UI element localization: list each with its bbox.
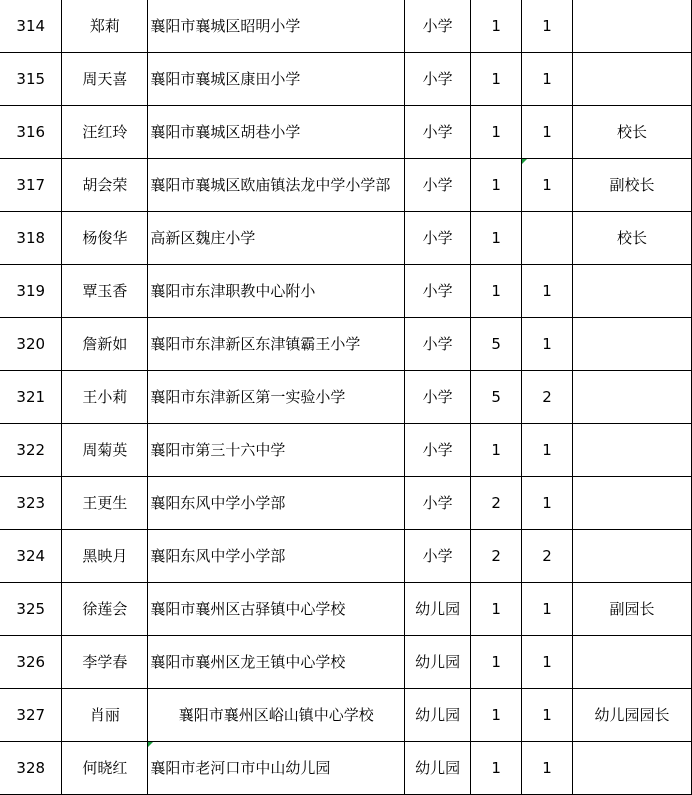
count-a: 1: [471, 159, 522, 212]
position-title: 校长: [573, 106, 692, 159]
table-row: [0, 53, 692, 106]
school-name: 襄阳市襄城区昭明小学: [148, 0, 405, 53]
table-row: [0, 371, 692, 424]
count-a: 5: [471, 371, 522, 424]
school-name: 襄阳市老河口市中山幼儿园: [148, 742, 405, 795]
teacher-name: 胡会荣: [62, 159, 148, 212]
position-title: 幼儿园园长: [573, 689, 692, 742]
position-title: [573, 636, 692, 689]
row-number: 320: [0, 318, 62, 371]
teacher-name: 黑映月: [62, 530, 148, 583]
position-title: [573, 53, 692, 106]
count-a: 1: [471, 583, 522, 636]
school-level: 小学: [405, 477, 471, 530]
school-level: 小学: [405, 212, 471, 265]
school-name: 高新区魏庄小学: [148, 212, 405, 265]
teacher-name: 詹新如: [62, 318, 148, 371]
school-level: 小学: [405, 159, 471, 212]
row-number: 321: [0, 371, 62, 424]
teacher-name: 郑莉: [62, 0, 148, 53]
cell-comment-marker: [148, 742, 153, 747]
count-b: 1: [522, 742, 573, 795]
teacher-name: 何晓红: [62, 742, 148, 795]
teacher-name: 杨俊华: [62, 212, 148, 265]
table-row: [0, 583, 692, 636]
row-number: 322: [0, 424, 62, 477]
count-b: 1: [522, 583, 573, 636]
count-a: 1: [471, 689, 522, 742]
count-a: 1: [471, 212, 522, 265]
school-level: 小学: [405, 53, 471, 106]
row-number: 315: [0, 53, 62, 106]
position-title: [573, 371, 692, 424]
count-b: 1: [522, 0, 573, 53]
teacher-name: 李学春: [62, 636, 148, 689]
count-a: 1: [471, 0, 522, 53]
count-a: 2: [471, 477, 522, 530]
school-name: 襄阳市襄州区龙王镇中心学校: [148, 636, 405, 689]
school-name: 襄阳市襄城区胡巷小学: [148, 106, 405, 159]
position-title: 副园长: [573, 583, 692, 636]
count-b: 1: [522, 53, 573, 106]
row-number: 317: [0, 159, 62, 212]
position-title: [573, 742, 692, 795]
count-a: 1: [471, 636, 522, 689]
count-a: 1: [471, 53, 522, 106]
school-level: 幼儿园: [405, 583, 471, 636]
count-a: 5: [471, 318, 522, 371]
row-number: 314: [0, 0, 62, 53]
count-b: 1: [522, 159, 573, 212]
school-level: 小学: [405, 371, 471, 424]
count-b: 1: [522, 106, 573, 159]
teacher-name: 王小莉: [62, 371, 148, 424]
position-title: [573, 477, 692, 530]
count-b: 1: [522, 689, 573, 742]
position-title: [573, 318, 692, 371]
count-b: 1: [522, 265, 573, 318]
position-title: 副校长: [573, 159, 692, 212]
teacher-name: 周菊英: [62, 424, 148, 477]
school-name: 襄阳市东津职教中心附小: [148, 265, 405, 318]
table-row: [0, 212, 692, 265]
table-row: [0, 636, 692, 689]
row-number: 319: [0, 265, 62, 318]
school-name: 襄阳市襄州区峪山镇中心学校: [148, 689, 405, 742]
row-number: 316: [0, 106, 62, 159]
count-b: [522, 212, 573, 265]
count-b: 1: [522, 318, 573, 371]
count-a: 1: [471, 265, 522, 318]
school-name: 襄阳东风中学小学部: [148, 530, 405, 583]
table-row: [0, 106, 692, 159]
row-number: 323: [0, 477, 62, 530]
school-name: 襄阳东风中学小学部: [148, 477, 405, 530]
school-level: 幼儿园: [405, 742, 471, 795]
count-a: 1: [471, 424, 522, 477]
cell-comment-marker: [522, 159, 527, 164]
school-name: 襄阳市襄州区古驿镇中心学校: [148, 583, 405, 636]
school-level: 小学: [405, 265, 471, 318]
count-b: 1: [522, 636, 573, 689]
position-title: [573, 424, 692, 477]
school-name: 襄阳市襄城区欧庙镇法龙中学小学部: [148, 159, 405, 212]
row-number: 318: [0, 212, 62, 265]
teacher-name: 肖丽: [62, 689, 148, 742]
school-level: 幼儿园: [405, 636, 471, 689]
count-b: 2: [522, 371, 573, 424]
table-row: [0, 424, 692, 477]
table-row: [0, 742, 692, 795]
count-a: 1: [471, 742, 522, 795]
table-row: [0, 689, 692, 742]
position-title: 校长: [573, 212, 692, 265]
count-b: 1: [522, 424, 573, 477]
teacher-name: 覃玉香: [62, 265, 148, 318]
count-b: 2: [522, 530, 573, 583]
row-number: 325: [0, 583, 62, 636]
school-level: 小学: [405, 424, 471, 477]
table-row: [0, 318, 692, 371]
position-title: [573, 265, 692, 318]
table-row: [0, 477, 692, 530]
table-row: [0, 265, 692, 318]
school-name: 襄阳市东津新区东津镇霸王小学: [148, 318, 405, 371]
school-name: 襄阳市襄城区康田小学: [148, 53, 405, 106]
row-number: 324: [0, 530, 62, 583]
row-number: 327: [0, 689, 62, 742]
row-number: 328: [0, 742, 62, 795]
row-number: 326: [0, 636, 62, 689]
school-name: 襄阳市东津新区第一实验小学: [148, 371, 405, 424]
teacher-name: 周天喜: [62, 53, 148, 106]
table-row: [0, 159, 692, 212]
table-row: [0, 0, 692, 53]
count-b: 1: [522, 477, 573, 530]
school-level: 幼儿园: [405, 689, 471, 742]
table-row: [0, 530, 692, 583]
count-a: 2: [471, 530, 522, 583]
school-level: 小学: [405, 0, 471, 53]
school-level: 小学: [405, 318, 471, 371]
school-name: 襄阳市第三十六中学: [148, 424, 405, 477]
teacher-name: 汪红玲: [62, 106, 148, 159]
count-a: 1: [471, 106, 522, 159]
teacher-name: 徐莲会: [62, 583, 148, 636]
teacher-name: 王更生: [62, 477, 148, 530]
position-title: [573, 0, 692, 53]
position-title: [573, 530, 692, 583]
school-level: 小学: [405, 530, 471, 583]
school-level: 小学: [405, 106, 471, 159]
